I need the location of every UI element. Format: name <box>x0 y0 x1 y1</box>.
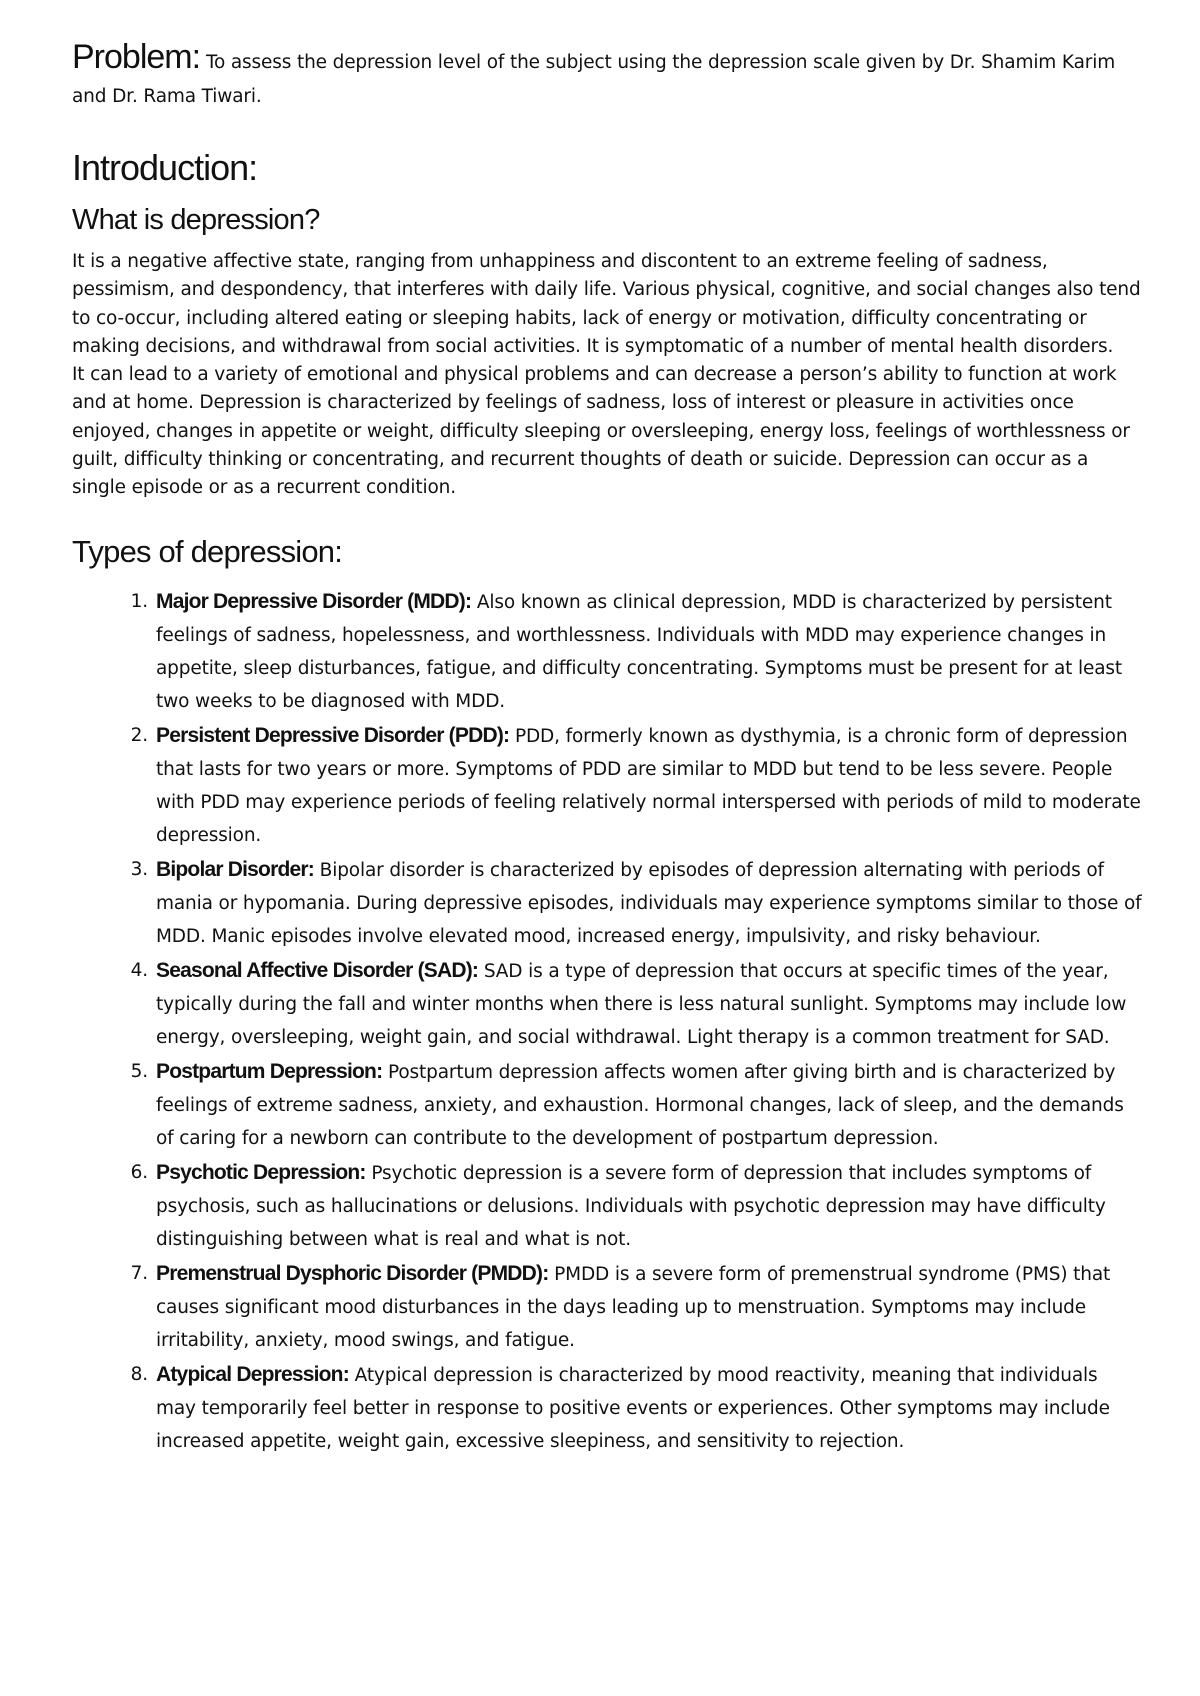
types-list <box>72 585 1142 1458</box>
list-item-description: SAD is a type of depression that occurs at specific times of the year, typically during the fall and winter months when there is less natural sunlight. Symptoms may include low energy, oversleeping, weight gain, and social withdrawal. Light therapy is a common treatment for SAD. <box>156 960 1127 1048</box>
introduction-paragraph-2: It can lead to a variety of emotional and physical problems and can decrease a person’s ability to function at work and at home. Depression is characterized by feelings of sadness, loss of interest or pleasure in activities once enjoyed, changes in appetite or weight, difficulty sleeping or oversleeping, energy loss, feelings of worthlessness or guilt, difficulty thinking or concentrating, and recurrent thoughts of death or suicide. Depression can occur as a single episode or as a recurrent condition. <box>72 364 1130 499</box>
list-item <box>72 1156 1142 1256</box>
document-page <box>72 40 1142 1459</box>
list-item-term: Atypical Depression: <box>156 1362 349 1386</box>
problem-statement <box>72 40 1142 114</box>
list-item-number: 1. <box>130 590 148 612</box>
list-item-number: 6. <box>130 1161 148 1183</box>
types-heading: Types of depression: <box>72 533 343 569</box>
list-item <box>72 1055 1142 1155</box>
list-item-term: Psychotic Depression: <box>156 1160 366 1184</box>
list-item-description: PMDD is a severe form of premenstrual syndrome (PMS) that causes significant mood disturbances in the days leading up to menstruation. Symptoms may include irritability, anxiety, mood swings, and fatigue. <box>156 1263 1111 1351</box>
list-item-number: 7. <box>130 1262 148 1284</box>
list-item-description: Atypical depression is characterized by mood reactivity, meaning that individuals may temporarily feel better in response to positive events or experiences. Other symptoms may include increased appetite, weight gain, excessive sleepiness, and sensitivity to rejection. <box>156 1364 1110 1452</box>
list-item-term: Seasonal Affective Disorder (SAD): <box>156 958 479 982</box>
list-item-description: Psychotic depression is a severe form of depression that includes symptoms of psychosis, such as hallucinations or delusions. Individuals with psychotic depression may have difficulty distinguishing between what is real and what is not. <box>156 1162 1106 1250</box>
list-item-number: 8. <box>130 1363 148 1385</box>
list-item-description: Bipolar disorder is characterized by episodes of depression alternating with periods of mania or hypomania. During depressive episodes, individuals may experience symptoms similar to those of MDD. Manic episodes involve elevated mood, increased energy, impulsivity, and risky behaviour. <box>156 859 1142 947</box>
problem-text: To assess the depression level of the subject using the depression scale given by Dr. Shamim Karim and Dr. Rama Tiwari. <box>72 52 1116 107</box>
list-item <box>72 954 1142 1054</box>
list-item-description: PDD, formerly known as dysthymia, is a chronic form of depression that lasts for two years or more. Symptoms of PDD are similar to MDD but tend to be less severe. People with PDD may experience periods of feeling relatively normal interspersed with periods of mild to moderate depression. <box>156 725 1141 846</box>
problem-heading: Problem: <box>72 38 201 76</box>
list-item-number: 4. <box>130 959 148 981</box>
list-item <box>72 1358 1142 1458</box>
list-item <box>72 719 1142 852</box>
what-is-depression-heading: What is depression? <box>72 204 320 236</box>
list-item <box>72 1257 1142 1357</box>
list-item-number: 2. <box>130 724 148 746</box>
introduction-heading: Introduction: <box>72 147 258 188</box>
list-item-term: Major Depressive Disorder (MDD): <box>156 589 472 613</box>
list-item-term: Bipolar Disorder: <box>156 857 314 881</box>
list-item-number: 5. <box>130 1060 148 1082</box>
list-item-description: Postpartum depression affects women after giving birth and is characterized by feelings of extreme sadness, anxiety, and exhaustion. Hormonal changes, lack of sleep, and the demands of caring for a newborn can contribute to the development of postpartum depression. <box>156 1061 1124 1149</box>
list-item <box>72 853 1142 953</box>
introduction-paragraph-1: It is a negative affective state, ranging from unhappiness and discontent to an extreme feeling of sadness, pessimism, and despondency, that interferes with daily life. Various physical, cognitive, and social changes also tend to co-occur, including altered eating or sleeping habits, lack of energy or motivation, difficulty concentrating or making decisions, and withdrawal from social activities. It is symptomatic of a number of mental health disorders. <box>72 251 1141 357</box>
list-item-description: Also known as clinical depression, MDD is characterized by persistent feelings of sadness, hopelessness, and worthlessness. Individuals with MDD may experience changes in appetite, sleep disturbances, fatigue, and difficulty concentrating. Symptoms must be present for at least two weeks to be diagnosed with MDD. <box>156 591 1122 712</box>
list-item <box>72 585 1142 718</box>
list-item-number: 3. <box>130 858 148 880</box>
list-item-term: Persistent Depressive Disorder (PDD): <box>156 723 510 747</box>
list-item-term: Postpartum Depression: <box>156 1059 383 1083</box>
list-item-term: Premenstrual Dysphoric Disorder (PMDD): <box>156 1261 549 1285</box>
